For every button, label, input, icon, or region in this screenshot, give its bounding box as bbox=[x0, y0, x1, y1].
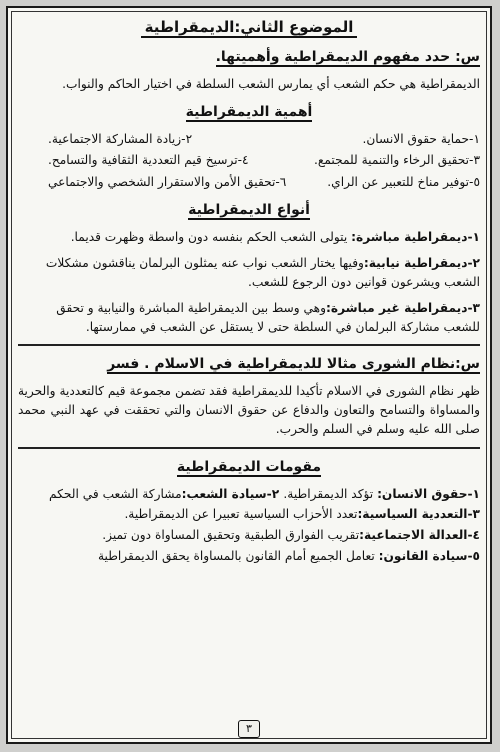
pillar-text: تعدد الأحزاب السياسية تعبيرا عن الديمقراطية. bbox=[124, 507, 358, 522]
question-2: س:نظام الشورى مثالا للديمقراطية في الاسلام . فسر bbox=[107, 356, 480, 373]
type-term: ١-ديمقراطية مباشرة: bbox=[351, 229, 480, 244]
type-text: يتولى الشعب الحكم بنفسه دون واسطة وظهرت قديما. bbox=[70, 229, 352, 244]
importance-heading: أهمية الديمقراطية bbox=[185, 103, 313, 120]
document-page bbox=[6, 6, 492, 744]
pillar-item bbox=[18, 485, 480, 504]
importance-item: ١-حماية حقوق الانسان. bbox=[362, 131, 480, 146]
importance-row bbox=[18, 173, 480, 192]
types-heading: أنواع الديمقراطية bbox=[188, 202, 310, 219]
type-text: وفيها يختار الشعب نواب عنه يمثلون البرلمان يناقشون مشكلات الشعب ويشرعون قوانين دون الرجوع للشعب. bbox=[45, 255, 480, 289]
page-title: الموضوع الثاني:الديمقراطية bbox=[18, 16, 480, 39]
importance-item: ٤-ترسيخ قيم التعددية الثقافية والتسامح. bbox=[48, 153, 249, 168]
pillar-term: ٣-التعددية السياسية: bbox=[357, 507, 480, 522]
importance-row bbox=[18, 151, 480, 170]
shura-answer: ظهر نظام الشورى في الاسلام تأكيدا للديمقراطية فقد تضمن مجموعة قيم كالتعددية والحرية والمساواة والتسامح والتعاون والدفاع عن حقوق الانسان والتي تحققت في عهد النبي محمد صلى الله عليه وسلم في السلم والحرب. bbox=[18, 384, 480, 436]
importance-item: ٦-تحقيق الأمن والاستقرار الشخصي والاجتماعي bbox=[48, 175, 287, 190]
importance-row bbox=[18, 130, 480, 149]
pillar-term: ٥-سيادة القانون: bbox=[378, 549, 480, 564]
pillar-item bbox=[18, 526, 480, 545]
pillar-term: ٤-العدالة الاجتماعية: bbox=[359, 528, 480, 543]
pillars-heading: مقومات الديمقراطية bbox=[176, 458, 322, 475]
importance-item: ٢-زيادة المشاركة الاجتماعية. bbox=[48, 131, 193, 146]
pillar-text: مشاركة الشعب في الحكم bbox=[49, 486, 182, 501]
importance-item: ٥-توفير مناخ للتعبير عن الراي. bbox=[327, 175, 480, 190]
definition-text: الديمقراطية هي حكم الشعب أي يمارس الشعب السلطة في اختيار الحاكم والنواب. bbox=[62, 76, 480, 91]
section-divider bbox=[18, 447, 480, 449]
question-1: س: حدد مفهوم الديمقراطية وأهميتها. bbox=[215, 49, 480, 66]
importance-item: ٣-تحقيق الرخاء والتنمية للمجتمع. bbox=[314, 153, 480, 168]
section-divider bbox=[18, 344, 480, 346]
page-number: ٣ bbox=[238, 720, 260, 738]
type-term: ٣-ديمقراطية غير مباشرة: bbox=[326, 300, 480, 315]
type-text: وهي وسط بين الديمقراطية المباشرة والنيابية و تحقق للشعب مشاركة البرلمان في السلطة حتى لا يستقل عن الشعب في ممارستها. bbox=[56, 300, 480, 334]
pillar-term: ٢-سيادة الشعب: bbox=[181, 486, 284, 501]
pillar-item bbox=[18, 505, 480, 524]
type-item bbox=[18, 299, 480, 337]
pillar-text: تقريب الفوارق الطبقية وتحقيق المساواة دون تميز. bbox=[102, 528, 360, 543]
type-item bbox=[18, 228, 480, 247]
type-term: ٢-ديمقراطية نيابية: bbox=[363, 255, 480, 270]
pillar-item bbox=[18, 547, 480, 566]
pillar-term: ١-حقوق الانسان: bbox=[377, 486, 480, 501]
type-item bbox=[18, 254, 480, 292]
pillar-text: تعامل الجميع أمام القانون بالمساواة يحقق الديمقراطية bbox=[98, 549, 379, 564]
pillar-text: تؤكد الديمقراطية. bbox=[283, 486, 378, 501]
